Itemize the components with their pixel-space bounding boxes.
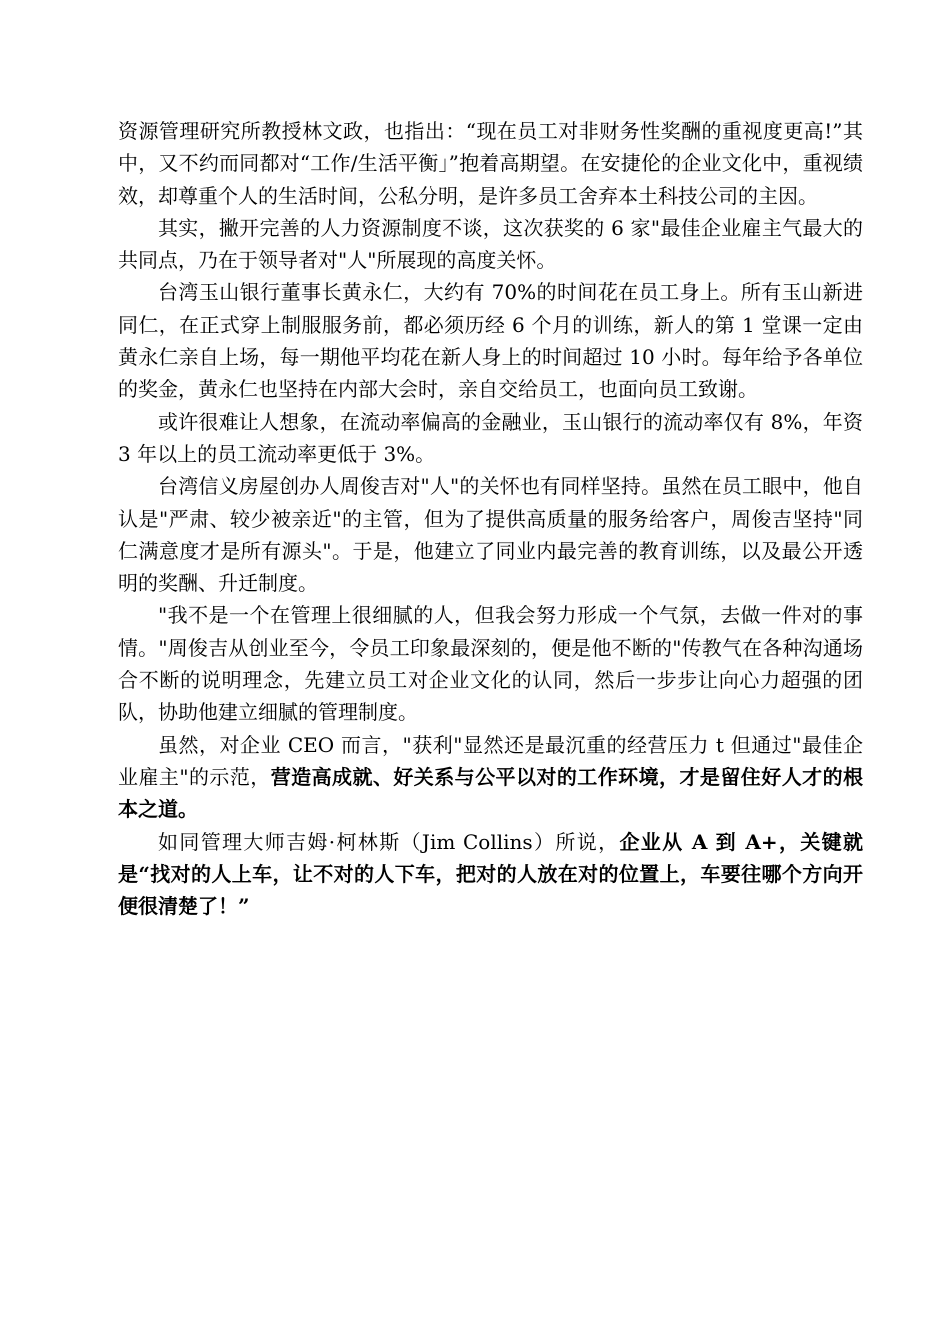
document-body	[118, 115, 863, 922]
paragraph-text: "我不是一个在管理上很细腻的人，但我会努力形成一个气氛，去做一件对的事情。"周俊吉从创业至今，令员工印象最深刻的，便是他不断的"传教气在各种沟通场合不断的说明理念，先建立员工对企业文化的认同，然后一步步让向心力超强的团队，协助他建立细腻的管理制度。	[118, 603, 863, 725]
paragraph	[118, 729, 863, 826]
paragraph	[118, 826, 863, 923]
paragraph-text: 如同管理大师吉姆·柯林斯（Jim Collins）所说，	[158, 829, 620, 854]
paragraph-bold-text: 企业从 A 到 A+，关键就是“找对的人上车，让不对的人下车，把对的人放在对的位置上，车要往哪个方向开便很清楚了！”	[118, 829, 863, 919]
paragraph-text: 资源管理研究所教授林文政，也指出：“现在员工对非财务性奖酬的重视度更高!”其中，又不约而同都对“工作/生活平衡」”抱着高期望。在安捷伦的企业文化中，重视绩效，却尊重个人的生活时间，公私分明，是许多员工舍弃本土科技公司的主因。	[118, 119, 863, 208]
paragraph-text: 虽然，对企业 CEO 而言，"获利"显然还是最沉重的经营压力 t 但通过"最佳企业雇主"的示范，	[118, 732, 863, 789]
paragraph-text: 台湾玉山银行董事长黄永仁，大约有 70%的时间花在员工身上。所有玉山新进同仁，在正式穿上制服服务前，都必须历经 6 个月的训练，新人的第 1 堂课一定由黄永仁亲自上场，每一期他平均花在新人身上的时间超过 10 小时。每年给予各单位的奖金，黄永仁也坚持在内部大会时，亲自交给员工，也面向员工致谢。	[118, 280, 863, 402]
paragraph-text: 台湾信义房屋创办人周俊吉对"人"的关怀也有同样坚持。虽然在员工眼中，他自认是"严肃、较少被亲近"的主管，但为了提供高质量的服务给客户，周俊吉坚持"同仁满意度才是所有源头"。于是，他建立了同业内最完善的教育训练，以及最公开透明的奖酬、升迁制度。	[118, 474, 863, 596]
paragraph	[118, 406, 863, 471]
paragraph	[118, 599, 863, 728]
paragraph	[118, 470, 863, 599]
paragraph-text: 其实，撇开完善的人力资源制度不谈，这次获奖的 6 家"最佳企业雇主气最大的共同点，乃在于领导者对"人"所展现的高度关怀。	[118, 215, 863, 273]
paragraph-text: 或许很难让人想象，在流动率偏高的金融业，玉山银行的流动率仅有 8%，年资 3 年以上的员工流动率更低于 3%。	[118, 409, 863, 466]
paragraph	[118, 276, 863, 405]
paragraph-bold-text: 营造高成就、好关系与公平以对的工作环境，才是留住好人才的根本之道。	[118, 764, 864, 822]
paragraph	[118, 212, 863, 277]
paragraph	[118, 115, 863, 212]
